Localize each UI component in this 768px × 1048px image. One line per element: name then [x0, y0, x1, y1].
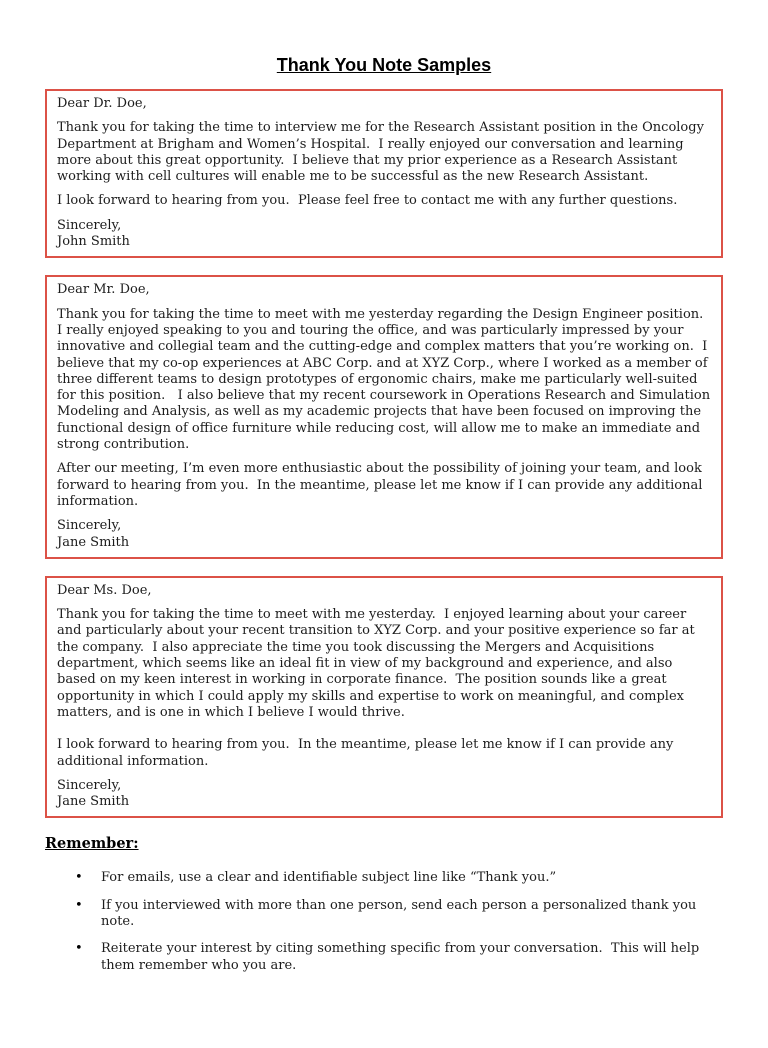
letter-3-salutation: Dear Ms. Doe,: [57, 582, 152, 598]
remember-item-text: For emails, use a clear and identifiable subject line like “Thank you.”: [101, 870, 557, 886]
letter-sample-1: [45, 89, 723, 258]
list-item: [45, 941, 723, 974]
letter-1-closing-block: [57, 218, 711, 251]
remember-heading: Remember:: [45, 835, 139, 853]
bullet-icon: •: [75, 941, 83, 957]
letter-3-signature: Jane Smith: [57, 794, 130, 810]
letter-1-paragraph-2: I look forward to hearing from you. Please feel free to contact me with any further questions.: [57, 193, 678, 209]
letter-2-signature: Jane Smith: [57, 534, 130, 550]
letter-1-paragraph-1: Thank you for taking the time to interview me for the Research Assistant position in the Oncology Department at Brigham and Women’s Hospital. I really enjoyed our conversation and learning more about this great opportunity. I believe that my prior experience as a Research Assistant working with cell cultures will enable me to be successful as the new Research Assistant.: [57, 120, 709, 185]
letter-sample-2: [45, 275, 723, 558]
letter-sample-3: [45, 576, 723, 819]
remember-list: [45, 870, 723, 973]
list-item: [45, 870, 723, 886]
remember-item-text: Reiterate your interest by citing something specific from your conversation. This will help them remember who you are.: [101, 941, 704, 973]
letter-2-paragraph-1: Thank you for taking the time to meet with me yesterday regarding the Design Engineer position. I really enjoyed speaking to you and touring the office, and was particularly impressed by your innovative and collegial team and the cutting-edge and complex matters that you’re working on. I believe that my co-op experiences at ABC Corp. and at XYZ Corp., where I worked as a member of three different teams to design prototypes of ergonomic chairs, make me particularly well-suited for this position. I also believe that my recent coursework in Operations Research and Simulation Modeling and Analysis, as well as my academic projects that have been focused on improving the functional design of office furniture while reducing cost, will allow me to make an immediate and strong contribution.: [57, 306, 715, 453]
bullet-icon: •: [75, 897, 83, 913]
page-title: Thank You Note Samples: [276, 55, 492, 75]
letter-1-salutation: Dear Dr. Doe,: [57, 96, 147, 111]
letter-1-closing: Sincerely,: [57, 217, 122, 233]
letter-3-paragraph-2: I look forward to hearing from you. In the meantime, please let me know if I can provide any additional information.: [57, 737, 678, 769]
remember-item-text: If you interviewed with more than one person, send each person a personalized thank you note.: [101, 897, 701, 929]
list-item: [45, 898, 723, 931]
letter-1-signature: John Smith: [57, 234, 130, 250]
letter-3-closing: Sincerely,: [57, 777, 122, 793]
document-page: [0, 54, 768, 1048]
letter-2-closing: Sincerely,: [57, 518, 122, 534]
letter-3-paragraph-1: Thank you for taking the time to meet with me yesterday. I enjoyed learning about your career and particularly about your recent transition to XYZ Corp. and your positive experience so far at the company. I also appreciate the time you took discussing the Mergers and Acquisitions department, which seems like an ideal fit in view of my background and experience, and also based on my keen interest in working in corporate finance. The position sounds like a great opportunity in which I could apply my skills and expertise to work on meaningful, and complex matters, and is one in which I believe I would thrive.: [57, 607, 699, 720]
letter-3-closing-block: [57, 778, 711, 811]
letter-2-closing-block: [57, 518, 711, 551]
letter-2-salutation: Dear Mr. Doe,: [57, 282, 150, 298]
letter-2-paragraph-2: After our meeting, I’m even more enthusiastic about the possibility of joining your team, and look forward to hearing from you. In the meantime, please let me know if I can provide any additional information.: [57, 461, 707, 509]
bullet-icon: •: [75, 870, 83, 886]
